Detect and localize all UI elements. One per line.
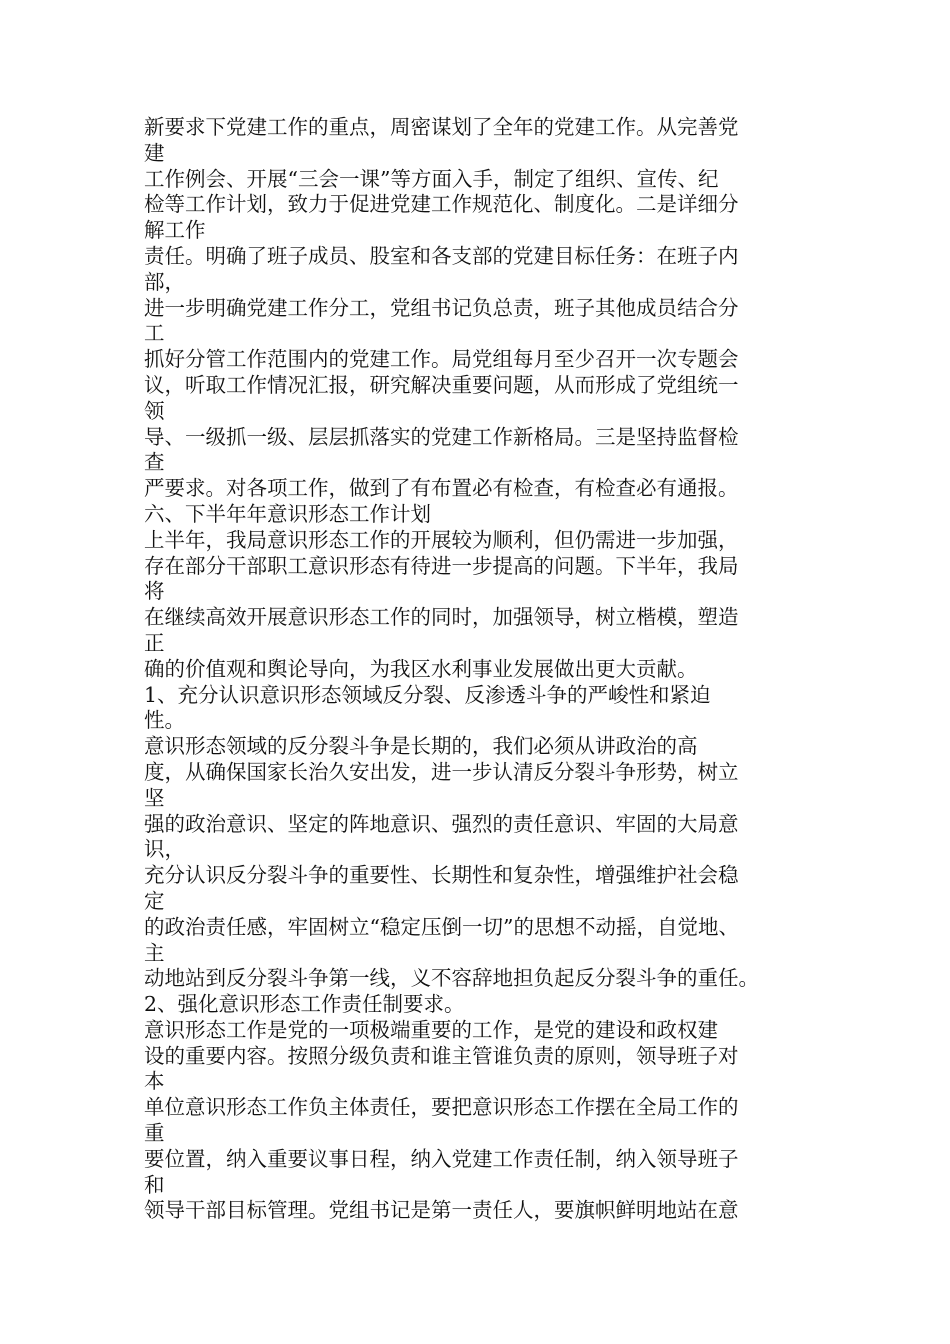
text-line: 识， [144, 837, 185, 862]
subsection-heading: 2、强化意识形态工作责任制要求。 [144, 992, 465, 1017]
text-line: 进一步明确党建工作分工，党组书记负总责，班子其他成员结合分 [144, 295, 739, 320]
text-line: 抓好分管工作范围内的党建工作。局党组每月至少召开一次专题会 [144, 347, 739, 372]
text-line: 查 [144, 450, 165, 475]
text-line: 建 [144, 140, 165, 165]
text-line: 检等工作计划，致力于促进党建工作规范化、制度化。二是详细分 [144, 192, 739, 217]
text-line: 意识形态领域的反分裂斗争是长期的，我们必须从讲政治的高 [144, 734, 698, 759]
text-line: 存在部分干部职工意识形态有待进一步提高的问题。下半年，我局 [144, 553, 739, 578]
text-line: 主 [144, 940, 165, 965]
text-line: 确的价值观和舆论导向，为我区水利事业发展做出更大贡献。 [144, 656, 698, 681]
text-line: 度，从确保国家长治久安出发，进一步认清反分裂斗争形势，树立 [144, 759, 739, 784]
text-line: 本 [144, 1069, 165, 1094]
text-line: 的政治责任感，牢固树立“稳定压倒一切”的思想不动摇，自觉地、 [144, 914, 739, 939]
section-heading: 六、下半年年意识形态工作计划 [144, 501, 431, 526]
body-text [144, 115, 834, 1224]
text-line: 部， [144, 269, 185, 294]
text-line: 在继续高效开展意识形态工作的同时，加强领导，树立楷模，塑造 [144, 605, 739, 630]
text-line: 设的重要内容。按照分级负责和谁主管谁负责的原则，领导班子对 [144, 1043, 739, 1068]
text-line: 动地站到反分裂斗争第一线，义不容辞地担负起反分裂斗争的重任。 [144, 966, 759, 991]
text-line: 导、一级抓一级、层层抓落实的党建工作新格局。三是坚持监督检 [144, 424, 739, 449]
text-line: 定 [144, 888, 165, 913]
text-line: 工作例会、开展“三会一课”等方面入手，制定了组织、宣传、纪 [144, 166, 719, 191]
text-line: 要位置，纳入重要议事日程，纳入党建工作责任制，纳入领导班子 [144, 1146, 739, 1171]
text-line: 解工作 [144, 218, 206, 243]
text-line: 和 [144, 1172, 165, 1197]
text-line: 上半年，我局意识形态工作的开展较为顺利，但仍需进一步加强， [144, 527, 739, 552]
text-line: 将 [144, 579, 165, 604]
text-line: 单位意识形态工作负主体责任，要把意识形态工作摆在全局工作的 [144, 1095, 739, 1120]
text-line: 新要求下党建工作的重点，周密谋划了全年的党建工作。从完善党 [144, 115, 739, 139]
text-line: 责任。明确了班子成员、股室和各支部的党建目标任务：在班子内 [144, 243, 739, 268]
text-line: 严要求。对各项工作，做到了有布置必有检查，有检查必有通报。 [144, 476, 739, 501]
text-line: 正 [144, 630, 165, 655]
text-line: 领 [144, 398, 165, 423]
text-line: 坚 [144, 785, 165, 810]
subsection-heading: 1、充分认识意识形态领域反分裂、反渗透斗争的严峻性和紧迫 [144, 682, 711, 707]
text-line: 强的政治意识、坚定的阵地意识、强烈的责任意识、牢固的大局意 [144, 811, 739, 836]
text-line: 工 [144, 321, 165, 346]
text-line: 议，听取工作情况汇报，研究解决重要问题，从而形成了党组统一 [144, 372, 739, 397]
text-line: 性。 [144, 708, 185, 733]
text-line: 重 [144, 1121, 165, 1146]
text-line: 领导干部目标管理。党组书记是第一责任人，要旗帜鲜明地站在意 [144, 1198, 739, 1223]
text-line: 充分认识反分裂斗争的重要性、长期性和复杂性，增强维护社会稳 [144, 863, 739, 888]
text-line: 意识形态工作是党的一项极端重要的工作，是党的建设和政权建 [144, 1017, 718, 1042]
